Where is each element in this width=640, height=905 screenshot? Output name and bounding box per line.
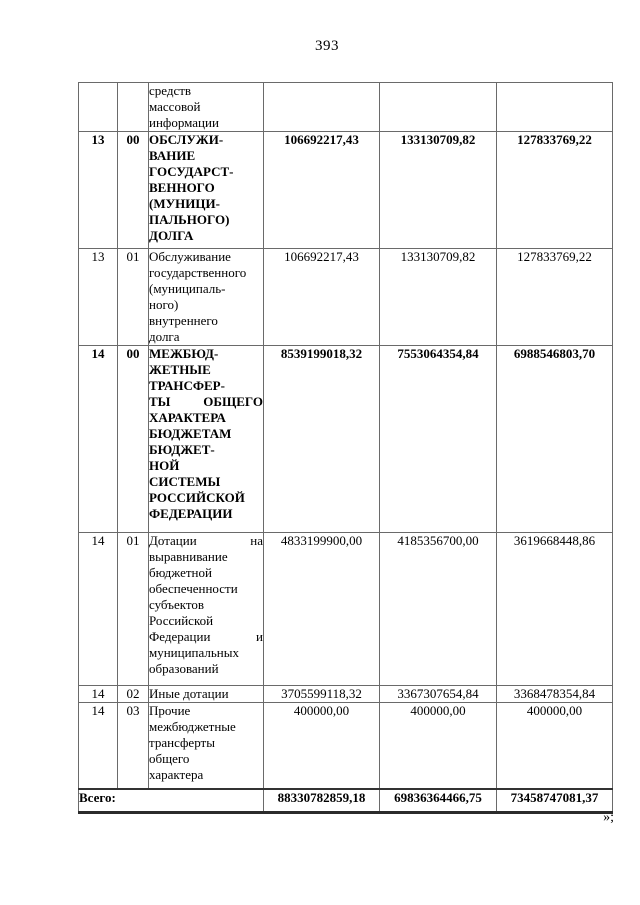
total-amount-cell: 69836364466,75 (380, 789, 497, 813)
total-amount-cell: 88330782859,18 (264, 789, 380, 813)
table-row (79, 703, 613, 789)
name-line: Прочие (149, 703, 191, 718)
amount-cell: 4833199900,00 (264, 533, 380, 686)
name-line: ЖЕТНЫЕ (149, 362, 211, 377)
name-line: НОЙ (149, 458, 180, 473)
name-cell (149, 83, 264, 132)
name-line: БЮДЖЕТ- (149, 442, 215, 457)
name-line: субъектов (149, 597, 205, 612)
table-row (79, 249, 613, 346)
amount-cell: 8539199018,32 (264, 346, 380, 533)
total-row (79, 789, 613, 813)
name-line: РОССИЙСКОЙ (149, 490, 245, 505)
name-line: внутреннего (149, 313, 218, 328)
subsection-code-cell: 03 (118, 703, 149, 789)
budget-table-body (79, 83, 613, 789)
name-line: характера (149, 767, 204, 782)
amount-cell: 127833769,22 (497, 132, 613, 249)
name-line: (МУНИЦИ- (149, 196, 220, 211)
section-code-cell: 13 (79, 132, 118, 249)
subsection-code-cell (118, 83, 149, 132)
name-line: ОБСЛУЖИ- (149, 132, 224, 147)
name-line: бюджетной (149, 565, 212, 580)
amount-cell: 6988546803,70 (497, 346, 613, 533)
amount-cell: 3367307654,84 (380, 686, 497, 703)
section-code-cell (79, 83, 118, 132)
amount-cell: 133130709,82 (380, 249, 497, 346)
amount-cell: 3705599118,32 (264, 686, 380, 703)
name-cell (149, 132, 264, 249)
name-line: ТРАНСФЕР- (149, 378, 225, 393)
budget-table-footer (79, 789, 613, 813)
name-line: трансферты (149, 735, 215, 750)
amount-cell: 3619668448,86 (497, 533, 613, 686)
table-row (79, 346, 613, 533)
table-row (79, 132, 613, 249)
table-row (79, 83, 613, 132)
table-row (79, 533, 613, 686)
amount-cell: 7553064354,84 (380, 346, 497, 533)
closing-quote-mark: »; (603, 810, 614, 825)
name-line: МЕЖБЮД- (149, 346, 219, 361)
amount-cell: 400000,00 (497, 703, 613, 789)
name-cell (149, 533, 264, 686)
amount-cell: 4185356700,00 (380, 533, 497, 686)
page-number: 393 (315, 38, 339, 54)
name-line: ДОЛГА (149, 228, 194, 243)
name-line: ПАЛЬНОГО) (149, 212, 230, 227)
amount-cell (264, 83, 380, 132)
section-code-cell: 14 (79, 703, 118, 789)
name-line: ТЫ ОБЩЕГО (149, 394, 263, 409)
amount-cell (380, 83, 497, 132)
name-line: информации (149, 115, 219, 130)
subsection-code-cell: 00 (118, 132, 149, 249)
name-line: БЮДЖЕТАМ (149, 426, 232, 441)
section-code-cell: 14 (79, 346, 118, 533)
name-line: Федерации и (149, 629, 263, 644)
total-label: Всего: (79, 789, 264, 813)
subsection-code-cell: 01 (118, 249, 149, 346)
subsection-code-cell: 02 (118, 686, 149, 703)
section-code-cell: 13 (79, 249, 118, 346)
name-cell (149, 346, 264, 533)
name-line: Иные дотации (149, 686, 229, 701)
name-line: ВЕННОГО (149, 180, 215, 195)
name-line: (муниципаль- (149, 281, 226, 296)
name-line: Российской (149, 613, 214, 628)
name-cell (149, 249, 264, 346)
name-line: средств (149, 83, 192, 98)
name-line: государственного (149, 265, 247, 280)
name-line: межбюджетные (149, 719, 236, 734)
name-cell (149, 686, 264, 703)
amount-cell: 3368478354,84 (497, 686, 613, 703)
name-line: СИСТЕМЫ (149, 474, 221, 489)
name-line: выравнивание (149, 549, 228, 564)
name-line: Обслуживание (149, 249, 231, 264)
amount-cell: 106692217,43 (264, 249, 380, 346)
amount-cell (497, 83, 613, 132)
name-line: ВАНИЕ (149, 148, 196, 163)
name-cell (149, 703, 264, 789)
name-line: образований (149, 661, 219, 676)
section-code-cell: 14 (79, 533, 118, 686)
amount-cell: 400000,00 (380, 703, 497, 789)
budget-table (78, 82, 613, 814)
name-line: массовой (149, 99, 201, 114)
name-line: общего (149, 751, 190, 766)
subsection-code-cell: 01 (118, 533, 149, 686)
amount-cell: 400000,00 (264, 703, 380, 789)
total-amount-cell: 73458747081,37 (497, 789, 613, 813)
name-line: ХАРАКТЕРА (149, 410, 226, 425)
name-line: Дотации на (149, 533, 263, 548)
amount-cell: 127833769,22 (497, 249, 613, 346)
name-line: муниципальных (149, 645, 240, 660)
amount-cell: 106692217,43 (264, 132, 380, 249)
amount-cell: 133130709,82 (380, 132, 497, 249)
section-code-cell: 14 (79, 686, 118, 703)
name-line: ФЕДЕРАЦИИ (149, 506, 233, 521)
table-row (79, 686, 613, 703)
name-line: обеспеченности (149, 581, 238, 596)
name-line: долга (149, 329, 180, 344)
name-line: ГОСУДАРСТ- (149, 164, 234, 179)
name-line: ного) (149, 297, 179, 312)
subsection-code-cell: 00 (118, 346, 149, 533)
